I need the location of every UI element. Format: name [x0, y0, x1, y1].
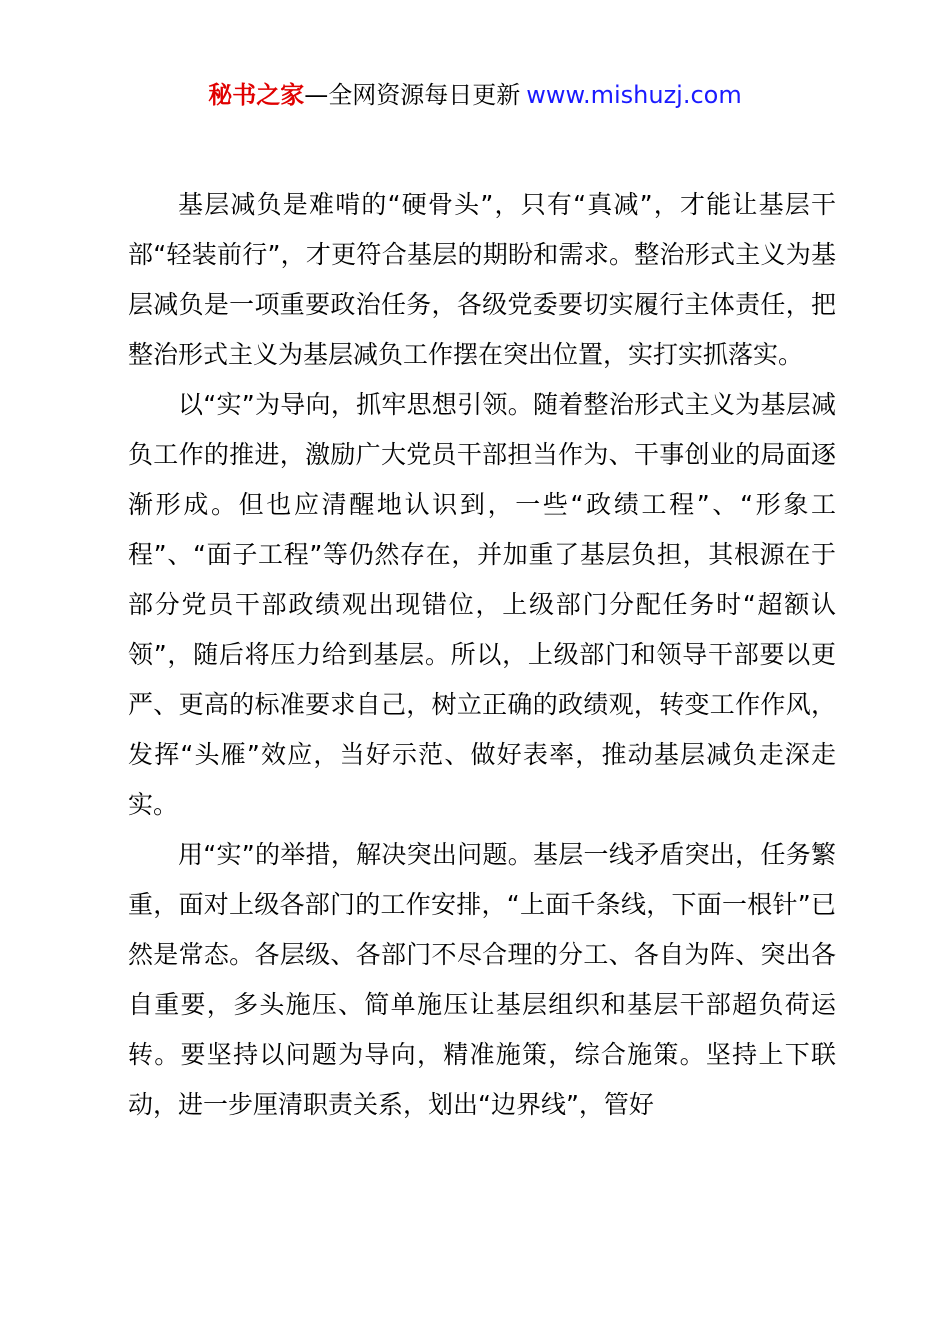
- site-slogan: —全网资源每日更新: [304, 81, 521, 109]
- paragraph-2: 以“实”为导向，抓牢思想引领。随着整治形式主义为基层减负工作的推进，激励广大党员干部担当作为、干事创业的局面逐渐形成。但也应清醒地认识到，一些“政绩工程”、“形象工程”、“面子工程”等仍然存在，并加重了基层负担，其根源在于部分党员干部政绩观出现错位，上级部门分配任务时“超额认领”，随后将压力给到基层。所以，上级部门和领导干部要以更严、更高的标准要求自己，树立正确的政绩观，转变工作作风，发挥“头雁”效应，当好示范、做好表率，推动基层减负走深走实。: [128, 390, 836, 819]
- document-body: [128, 180, 836, 1130]
- paragraph-3: 用“实”的举措，解决突出问题。基层一线矛盾突出，任务繁重，面对上级各部门的工作安排，“上面千条线，下面一根针”已然是常态。各层级、各部门不尽合理的分工、各自为阵、突出各自重要，多头施压、简单施压让基层组织和基层干部超负荷运转。要坚持以问题为导向，精准施策，综合施策。坚持上下联动，进一步厘清职责关系，划出“边界线”，管好: [128, 840, 836, 1119]
- paragraph-1: 基层减负是难啃的“硬骨头”，只有“真减”，才能让基层干部“轻装前行”，才更符合基层的期盼和需求。整治形式主义为基层减负是一项重要政治任务，各级党委要切实履行主体责任，把整治形式主义为基层减负工作摆在突出位置，实打实抓落实。: [128, 190, 836, 369]
- site-url-link[interactable]: www.mishuzj.com: [526, 81, 742, 109]
- page-header: [0, 78, 950, 112]
- site-brand: 秘书之家: [208, 81, 305, 109]
